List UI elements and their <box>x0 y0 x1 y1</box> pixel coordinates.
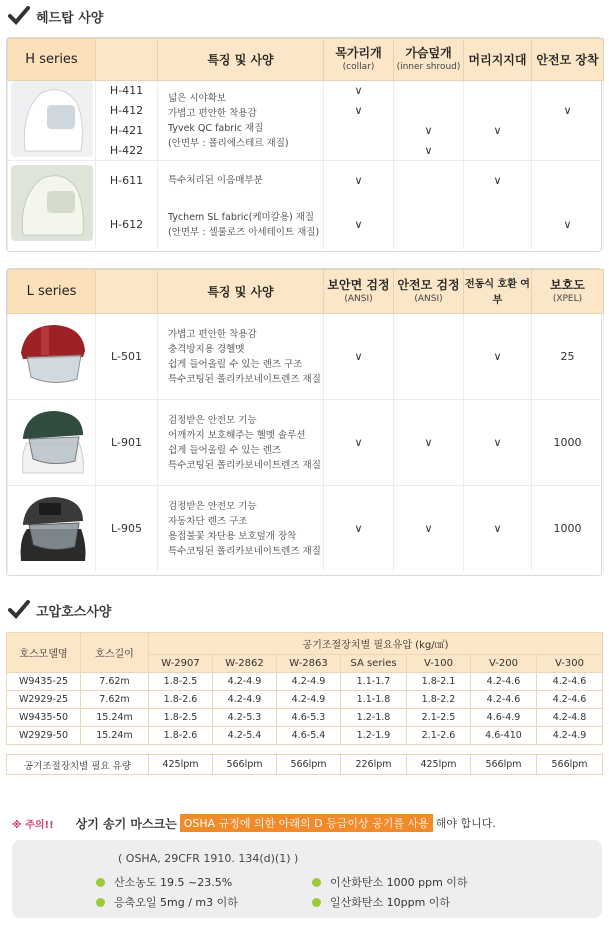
table-row: W2929-25 7.62m 1.8-2.6 4.2-4.9 4.2-4.9 1.1-1.8 1.8-2.2 4.2-4.6 4.2-4.6 <box>7 691 603 709</box>
model-h412: H-412 <box>96 101 158 121</box>
check-mark: ∨ <box>394 141 464 161</box>
feature-header: 특징 및 사양 <box>158 39 324 81</box>
feature-list-l905: 검정받은 안전모 기능 자동차단 렌즈 구조 용접불꽃 차단용 보호덮개 장착 특수코팅된 폴리카보네이트렌즈 재질 <box>158 486 324 572</box>
notice-text-before: 상기 송기 마스크는 <box>75 816 177 831</box>
product-photo-cell <box>8 486 96 572</box>
device-header: V-200 <box>471 655 537 673</box>
check-mark: ∨ <box>464 314 532 400</box>
model-h612: H-612 <box>96 201 158 249</box>
h600-hood-image <box>11 165 93 241</box>
check-mark: ∨ <box>324 81 394 101</box>
list-item: 산소농도 19.5 ~23.5% <box>96 874 232 890</box>
table-row: W9435-50 15.24m 1.8-2.5 4.2-5.3 4.6-5.3 1.2-1.8 2.1-2.5 4.6-4.9 4.2-4.8 <box>7 709 603 727</box>
model-l901: L-901 <box>96 400 158 486</box>
model-header <box>96 270 158 314</box>
faceshield-cert-header: 보안면 검정 (ANSI) <box>324 270 394 314</box>
device-header: W-2863 <box>277 655 341 673</box>
product-photo-cell <box>8 314 96 400</box>
l901-helmet-image <box>11 403 93 479</box>
check-mark: ∨ <box>324 486 394 572</box>
powered-compat-header: 전동식 호환 여부 <box>464 270 532 314</box>
notice-text-after: 해야 합니다. <box>435 817 496 830</box>
flow-label: 공기조절장치별 필요 유량 <box>7 755 149 775</box>
l-series-table <box>7 269 604 572</box>
series-label: H series <box>8 39 96 81</box>
headtop-section-title <box>8 4 103 28</box>
headtop-title: 헤드탑 사양 <box>36 10 104 26</box>
notice-highlight: OSHA 규정에 의한 아래의 D 등급이상 공기를 사용 <box>180 814 433 832</box>
list-item: 응축오일 5mg / m3 이하 <box>96 894 238 910</box>
check-mark: ∨ <box>394 486 464 572</box>
table-row: W9435-25 7.62m 1.8-2.5 4.2-4.9 4.2-4.9 1.1-1.7 1.8-2.1 4.2-4.6 4.2-4.6 <box>7 673 603 691</box>
notice-line <box>12 812 602 834</box>
device-header: W-2907 <box>149 655 213 673</box>
device-header: W-2862 <box>213 655 277 673</box>
l-series-panel <box>6 268 602 576</box>
check-mark: ∨ <box>324 314 394 400</box>
collar-header: 목가리개 (collar) <box>324 39 394 81</box>
model-l905: L-905 <box>96 486 158 572</box>
l905-helmet-image <box>11 489 93 565</box>
bullet-icon <box>96 898 105 907</box>
check-mark: ∨ <box>464 161 532 201</box>
warning-label: ※ 주의!! <box>12 819 54 831</box>
model-header <box>96 39 158 81</box>
feature-list-h611: 특수처리된 이음매부분 <box>158 161 324 201</box>
check-mark: ∨ <box>324 161 394 201</box>
feature-list-l901: 검정받은 안전모 기능 어깨까지 보호해주는 헬멧 솔루션 쉽게 들어올릴 수 있는 렌즈 특수코팅된 폴리카보네이트렌즈 재질 <box>158 400 324 486</box>
hose-title: 고압호스사양 <box>36 604 112 620</box>
model-h422: H-422 <box>96 141 158 161</box>
h-series-table <box>7 38 604 249</box>
h400-hood-image <box>11 81 93 157</box>
l501-helmet-image <box>11 317 93 393</box>
protection-l901: 1000 <box>532 400 604 486</box>
helmet-cert-header: 안전모 검정 (ANSI) <box>394 270 464 314</box>
bullet-icon <box>312 898 321 907</box>
product-photo-cell <box>8 81 96 161</box>
product-photo-cell <box>8 161 96 249</box>
checkmark-icon <box>8 6 30 26</box>
check-mark: ∨ <box>324 101 394 121</box>
check-mark: ∨ <box>464 400 532 486</box>
inner-shroud-header: 가슴덮개 (inner shroud) <box>394 39 464 81</box>
protection-factor-header: 보호도 (XPEL) <box>532 270 604 314</box>
check-mark: ∨ <box>532 101 604 121</box>
hose-table-wrap <box>6 632 602 775</box>
model-h421: H-421 <box>96 121 158 141</box>
product-photo-cell <box>8 400 96 486</box>
flow-row: 공기조절장치별 필요 유량 425lpm 566lpm 566lpm 226lpm 425lpm 566lpm 566lpm <box>7 755 603 775</box>
helmet-mount-header: 안전모 장착 <box>532 39 604 81</box>
check-mark: ∨ <box>394 400 464 486</box>
feature-list-h612: Tychem SL fabric(케미칼용) 재질 (안면부 : 셀룰로즈 아세테이트 재질) <box>158 201 324 249</box>
series-label: L series <box>8 270 96 314</box>
hose-model-header: 호스모델명 <box>7 633 81 673</box>
model-h611: H-611 <box>96 161 158 201</box>
feature-list-l501: 가볍고 편안한 착용감 충격방지용 경헬멧 쉽게 들어올릴 수 있는 렌즈 구조 특수코팅된 폴리카보네이트렌즈 재질 <box>158 314 324 400</box>
protection-l905: 1000 <box>532 486 604 572</box>
check-mark: ∨ <box>394 121 464 141</box>
check-mark: ∨ <box>324 400 394 486</box>
head-support-header: 머리지지대 <box>464 39 532 81</box>
device-header: SA series <box>341 655 407 673</box>
osha-standard: ( OSHA, 29CFR 1910. 134(d)(1) ) <box>118 852 299 865</box>
checkmark-icon <box>8 600 30 620</box>
model-h411: H-411 <box>96 81 158 101</box>
list-item: 이산화탄소 1000 ppm 이하 <box>312 874 468 890</box>
bullet-icon <box>312 878 321 887</box>
hose-table <box>6 632 603 775</box>
check-mark: ∨ <box>464 121 532 141</box>
list-item: 일산화탄소 10ppm 이하 <box>312 894 450 910</box>
bullet-icon <box>96 878 105 887</box>
device-header: V-100 <box>407 655 471 673</box>
check-mark: ∨ <box>324 201 394 249</box>
h-series-panel <box>6 37 602 252</box>
table-row: W2929-50 15.24m 1.8-2.6 4.2-5.4 4.6-5.4 1.2-1.9 2.1-2.6 4.6-410 4.2-4.9 <box>7 727 603 745</box>
air-quality-box <box>12 840 602 918</box>
feature-header: 특징 및 사양 <box>158 270 324 314</box>
feature-list-h400: 넓은 시야확보 가볍고 편안한 착용감 Tyvek QC fabric 재질 (안면부 : 폴리에스테르 재질) <box>158 81 324 161</box>
check-mark: ∨ <box>464 486 532 572</box>
device-header: V-300 <box>537 655 603 673</box>
protection-l501: 25 <box>532 314 604 400</box>
model-l501: L-501 <box>96 314 158 400</box>
hose-length-header: 호스길이 <box>81 633 149 673</box>
check-mark: ∨ <box>532 201 604 249</box>
pressure-group-header: 공기조절장치별 필요유압 (kg/㎠) <box>149 633 603 655</box>
hose-section-title <box>8 598 111 622</box>
